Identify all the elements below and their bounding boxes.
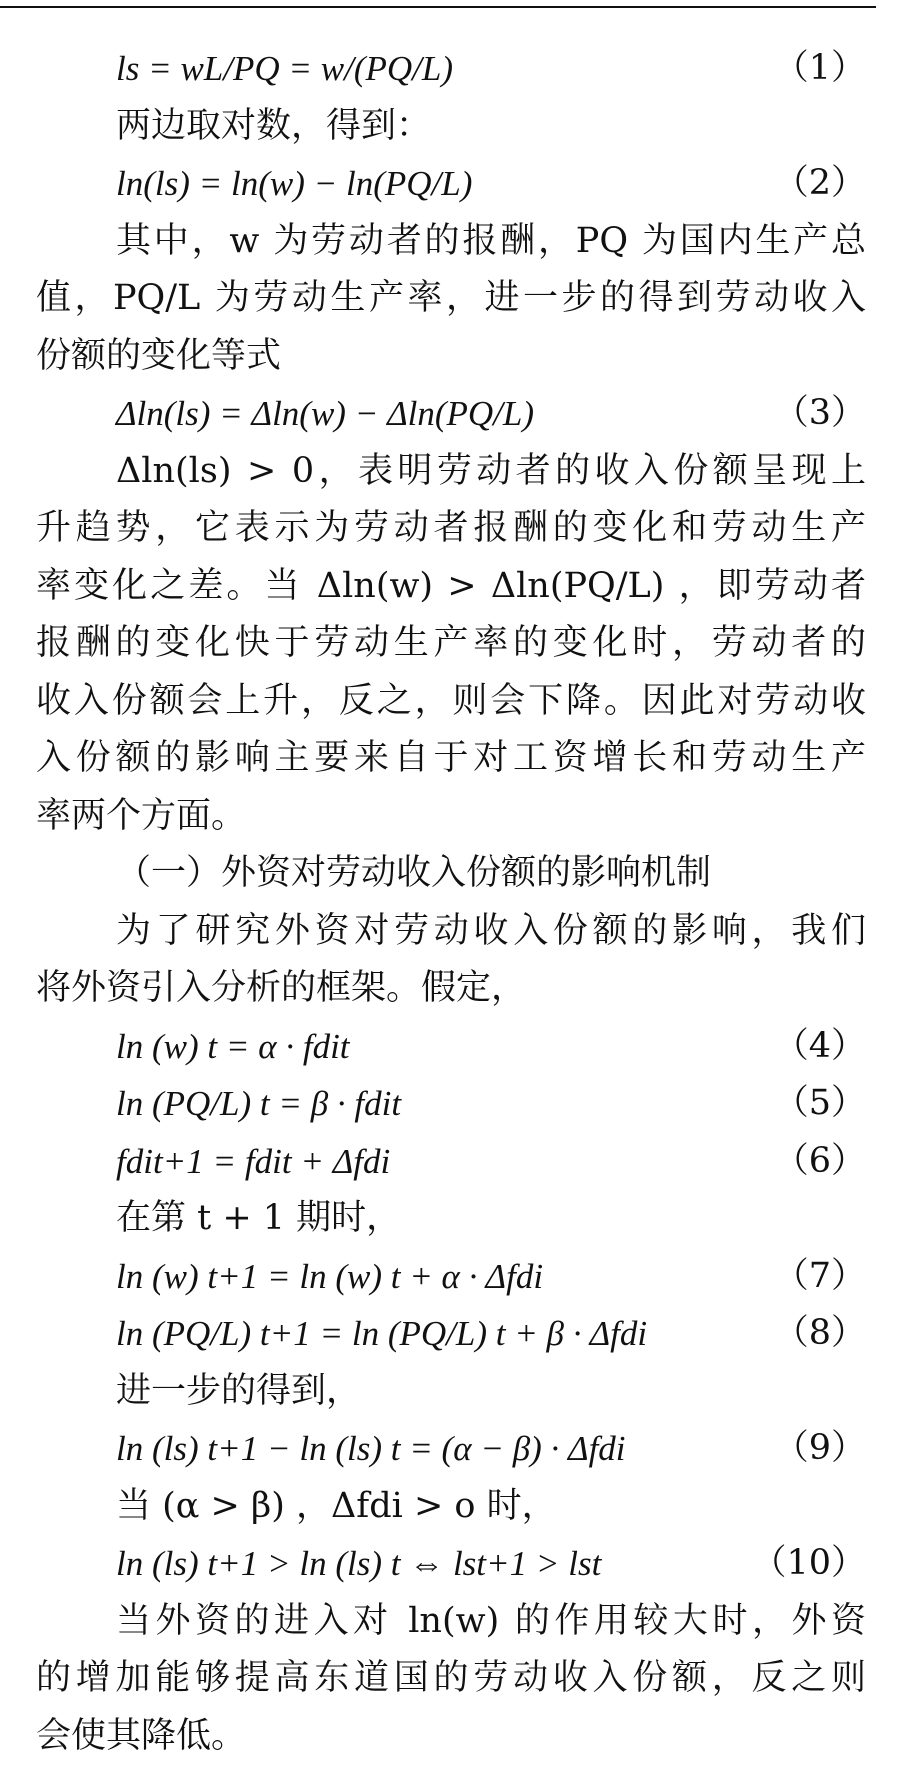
- equation-line: [36, 1305, 866, 1363]
- paragraph-line: 两边取对数，得到：: [116, 105, 432, 146]
- equation-line: [36, 1133, 866, 1191]
- equation-number: （9）: [773, 1428, 866, 1468]
- equation-expression: ln (w) t+1 = ln (w) t + α · Δfdi: [116, 1256, 544, 1296]
- paragraph-line: 值，PQ/L 为劳动生产率，进一步的得到劳动收入: [36, 278, 866, 318]
- paragraph-line: 的增加能够提高东道国的劳动收入份额，反之则: [36, 1658, 866, 1698]
- paragraph-line: 当外资的进入对 ln(w) 的作用较大时，外资: [116, 1600, 866, 1641]
- equation-line: [36, 1535, 866, 1593]
- paragraph-line: 份额的变化等式: [36, 335, 282, 376]
- equation-number: （10）: [751, 1543, 866, 1583]
- equation-line: [36, 1420, 866, 1478]
- equation-line: [36, 1075, 866, 1133]
- top-rule: [0, 6, 876, 8]
- equation-number: （3）: [773, 393, 866, 433]
- equation-expression: fdit+1 = fdit + Δfdi: [116, 1141, 391, 1181]
- paragraph-line: 将外资引入分析的框架。假定，: [36, 968, 527, 1008]
- equation-expression: ln (PQ/L) t = β · fdit: [116, 1084, 402, 1123]
- equation-expression: ln(ls) = ln(w) − ln(PQ/L): [116, 164, 473, 203]
- equation-number: （2）: [773, 163, 866, 203]
- equation-expression: ln (PQ/L) t+1 = ln (PQ/L) t + β · Δfdi: [116, 1314, 648, 1353]
- paragraph-line: 入份额的影响主要来自于对工资增长和劳动生产: [36, 738, 866, 778]
- equation-number: （4）: [773, 1025, 866, 1066]
- equation-line: [36, 1248, 866, 1306]
- paragraph-line: 收入份额会上升，反之，则会下降。因此对劳动收: [36, 680, 866, 721]
- document-body: [36, 40, 866, 1765]
- equation-line: [36, 1018, 866, 1076]
- equation-expression: Δln(ls) = Δln(w) − Δln(PQ/L): [116, 394, 535, 433]
- equation-line: [36, 40, 866, 98]
- paragraph-line: 率变化之差。当 Δln(w) > Δln(PQ/L) ，即劳动者: [36, 565, 866, 606]
- equation-line: [36, 385, 866, 443]
- equation-expression: ln (ls) t+1 > ln (ls) t ⇔ lst+1 > lst: [116, 1544, 602, 1583]
- paragraph-line: 会使其降低。: [36, 1715, 247, 1756]
- equation-line: [36, 155, 866, 213]
- paragraph-line: Δln(ls) > 0，表明劳动者的收入份额呈现上: [116, 450, 866, 491]
- equation-expression: ln (w) t = α · fdit: [116, 1026, 350, 1066]
- paragraph-line: 升趋势，它表示为劳动者报酬的变化和劳动生产: [36, 508, 866, 548]
- paragraph-line: 率两个方面。: [36, 795, 247, 836]
- equation-number: （6）: [773, 1140, 866, 1181]
- equation-number: （7）: [773, 1255, 866, 1296]
- equation-expression: ls = wL/PQ = w/(PQ/L): [116, 49, 453, 88]
- equation-number: （1）: [773, 48, 866, 88]
- equation-number: （8）: [773, 1313, 866, 1353]
- paragraph-line: 报酬的变化快于劳动生产率的变化时，劳动者的: [36, 623, 866, 663]
- paragraph-line: 当 (α > β) ，Δfdi > o 时，: [116, 1485, 557, 1526]
- paragraph-line: 为了研究外资对劳动收入份额的影响，我们: [116, 910, 866, 951]
- paragraph-line: 其中，w 为劳动者的报酬，PQ 为国内生产总: [116, 220, 866, 261]
- equation-expression: ln (ls) t+1 − ln (ls) t = (α − β) · Δfdi: [116, 1429, 626, 1468]
- paragraph-line: 在第 t + 1 期时，: [116, 1198, 402, 1238]
- equation-number: （5）: [773, 1083, 866, 1123]
- paragraph-line: 进一步的得到，: [116, 1370, 362, 1411]
- paragraph-line: （一）外资对劳动收入份额的影响机制: [116, 853, 712, 893]
